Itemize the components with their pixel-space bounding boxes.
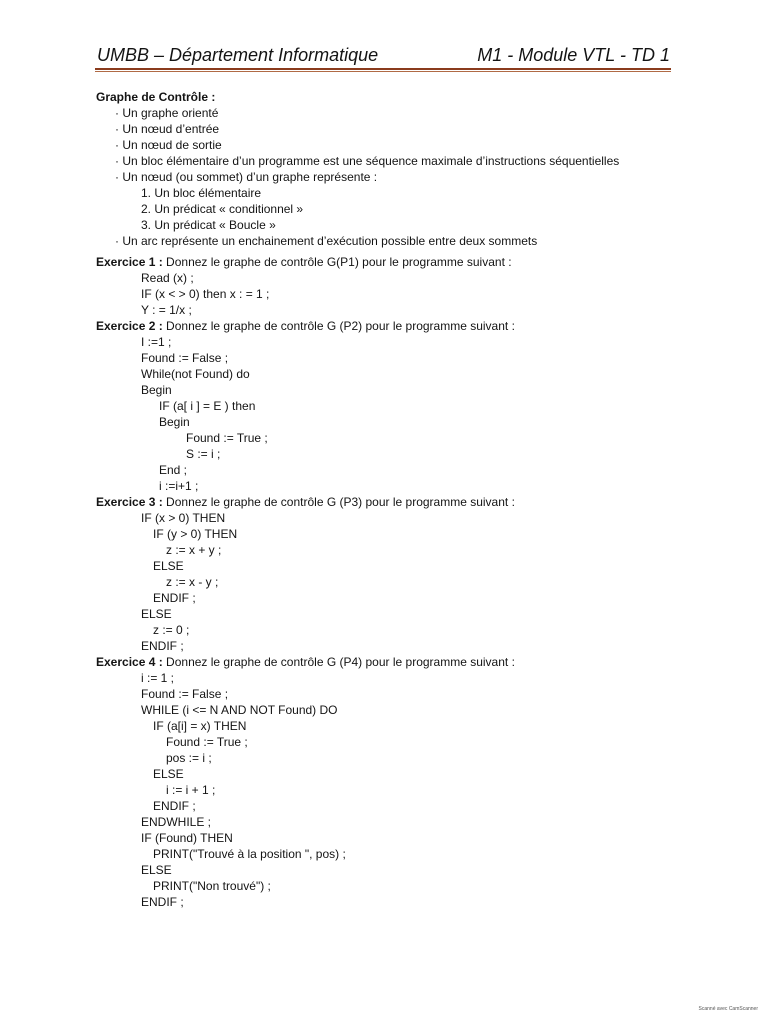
code-line: IF (y > 0) THEN [153,527,238,541]
page-header [97,42,670,68]
exercise-heading [96,318,696,334]
code-line: ENDIF ; [141,895,184,909]
code-line: ENDWHILE ; [141,815,212,829]
exercise-heading [96,494,696,510]
code-line: z := x - y ; [166,575,219,589]
numbered-item: 3. Un prédicat « Boucle » [141,218,276,232]
code-line: ENDIF ; [153,799,196,813]
section-title: Graphe de Contrôle : [96,90,216,104]
exercise-label: Exercice 2 : [96,319,163,333]
exercise-heading [96,254,696,270]
header-rule-thin [95,71,671,72]
exercise-label: Exercice 3 : [96,495,163,509]
code-line: IF (a[i] = x) THEN [153,719,247,733]
scanner-watermark: Scanné avec CamScanner [698,1006,758,1012]
code-line: ENDIF ; [153,591,196,605]
bullet-item: · Un graphe orienté [115,106,219,120]
code-line: Begin [141,383,172,397]
code-line: WHILE (i <= N AND NOT Found) DO [141,703,338,717]
code-line: Read (x) ; [141,271,194,285]
code-line: Begin [159,415,190,429]
exercise-instruction: Donnez le graphe de contrôle G (P4) pour le programme suivant : [162,655,515,669]
code-line: pos := i ; [166,751,212,765]
exercise-instruction: Donnez le graphe de contrôle G(P1) pour le programme suivant : [162,255,512,269]
code-line: Found := False ; [141,687,229,701]
document-body [96,89,696,910]
code-line: IF (Found) THEN [141,831,233,845]
code-line: ELSE [153,559,184,573]
code-line: ELSE [153,767,184,781]
numbered-item: 2. Un prédicat « conditionnel » [141,202,304,216]
bullet-item: · Un bloc élémentaire d’un programme est une séquence maximale d’instructions séquentielles [115,154,620,168]
numbered-item: 1. Un bloc élémentaire [141,186,262,200]
code-line: PRINT("Non trouvé") ; [153,879,271,893]
code-line: ELSE [141,607,172,621]
code-line: While(not Found) do [141,367,250,381]
exercise-list [96,254,696,910]
exercise-instruction: Donnez le graphe de contrôle G (P3) pour le programme suivant : [162,495,515,509]
code-line: IF (x > 0) THEN [141,511,226,525]
code-line: ENDIF ; [141,639,184,653]
code-line: z := x + y ; [166,543,222,557]
code-line: Found := True ; [166,735,248,749]
code-line: End ; [159,463,188,477]
exercise-heading [96,654,696,670]
code-line: Found := False ; [141,351,229,365]
exercise-label: Exercice 4 : [96,655,163,669]
bullet-item: · Un nœud d’entrée [115,122,220,136]
header-rule [95,68,671,70]
code-line: Y : = 1/x ; [141,303,192,317]
exercise-instruction: Donnez le graphe de contrôle G (P2) pour le programme suivant : [162,319,515,333]
code-line: i := 1 ; [141,671,175,685]
code-line: IF (a[ i ] = E ) then [159,399,256,413]
code-line: PRINT("Trouvé à la position ", pos) ; [153,847,346,861]
header-module: M1 - Module VTL - TD 1 [477,45,670,65]
code-line: I :=1 ; [141,335,172,349]
bullet-item: · Un nœud de sortie [115,138,222,152]
code-line: i :=i+1 ; [159,479,199,493]
bullet-item: · Un nœud (ou sommet) d’un graphe représente : [115,170,378,184]
code-line: Found := True ; [186,431,268,445]
exercise-label: Exercice 1 : [96,255,163,269]
code-line: z := 0 ; [153,623,190,637]
code-line: S := i ; [186,447,221,461]
header-institution: UMBB – Département Informatique [97,45,379,65]
code-line: IF (x < > 0) then x : = 1 ; [141,287,270,301]
bullet-item: · Un arc représente un enchainement d’exécution possible entre deux sommets [115,234,538,248]
code-line: i := i + 1 ; [166,783,216,797]
code-line: ELSE [141,863,172,877]
